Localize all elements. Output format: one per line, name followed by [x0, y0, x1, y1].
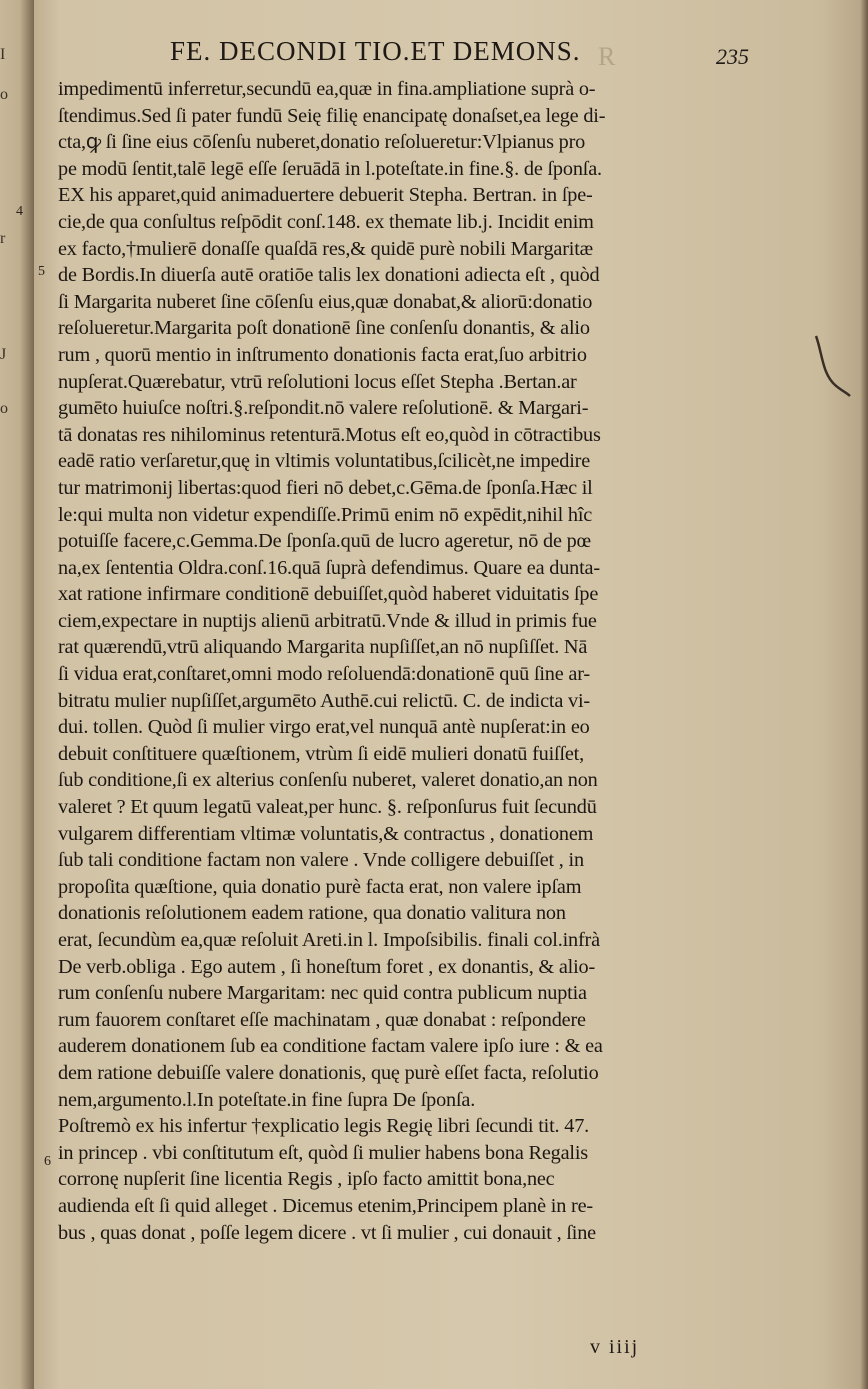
text-line: Poſtremò ex his infertur †explicatio legis Regię libri ſecundi tit. 47. [58, 1115, 590, 1138]
text-line: gumēto huiuſce noſtri.§.reſpondit.nō valere reſolutionē. & Margari- [58, 397, 589, 420]
text-line: erat, ſecundùm ea,quæ reſoluit Areti.in l. Impoſsibilis. finali col.infrà [58, 929, 600, 951]
text-line: ſtendimus.Sed ſi pater fundū Seię filię enancipatę donaſset,ea lege di- [58, 104, 606, 127]
page-tear-mark [812, 332, 852, 402]
text-line: na,ex ſententia Oldra.conſ.16.quā ſuprà defendimus. Quare ea dunta- [58, 556, 600, 579]
text-line: tur matrimonij libertas:quod fieri nō debet,c.Gēma.de ſponſa.Hæc il [58, 476, 593, 499]
text-line: rum conſenſu nubere Margaritam: nec quid contra publicum nuptia [58, 982, 587, 1005]
text-line: pe modū ſentit,talē legē eſſe ſeruādā in l.poteſtate.in fine.§. de ſponſa. [58, 157, 602, 180]
facing-page-mark: o [0, 400, 8, 417]
text-line: nem,argumento.l.In poteſtate.in fine ſupra De ſponſa. [58, 1088, 476, 1111]
text-line: in princep . vbi conſtitutum eſt, quòd ſi mulier habens bona Regalis [58, 1141, 588, 1164]
facing-page-mark: o [0, 86, 8, 103]
text-line: vulgarem differentiam vltimæ voluntatis,& contractus , donationem [58, 822, 594, 845]
text-line: dem ratione debuiſſe valere donationis, quę purè eſſet facta, reſolutio [58, 1061, 599, 1084]
text-line: valeret ? Et quum legatū valeat,per hunc. §. reſponſurus fuit ſecundū [58, 796, 597, 819]
text-line: propoſita quæſtione, quia donatio purè facta erat, non valere ipſam [58, 875, 582, 898]
margin-number: 5 [38, 264, 45, 279]
text-line: impedimentū inferretur,secundū ea,quæ in fina.ampliatione suprà o- [58, 78, 596, 100]
text-line: eadē ratio verſaretur,quę in vltimis voluntatibus,ſcilicèt,ne impedire [58, 450, 591, 473]
margin-number: 4 [16, 204, 23, 219]
text-line: tā donatas res nihilominus retenturā.Motus eſt eo,quòd in cōtractibus [58, 423, 601, 446]
text-line: audienda eſt ſi quid alleget . Dicemus etenim,Principem planè in re- [58, 1194, 593, 1217]
text-line: reſolueretur.Margarita poſt donationē ſine conſenſu donantis, & alio [58, 317, 590, 340]
running-title: FE. DECONDI TIO.ET DEMONS. [170, 36, 581, 66]
text-line: xat ratione infirmare conditionē debuiſſet,quòd haberet viduitatis ſpe [58, 583, 599, 606]
margin-number: 6 [44, 1154, 51, 1169]
text-line: bus , quas donat , poſſe legem dicere . vt ſi mulier , cui donauit , ſine [58, 1221, 596, 1244]
facing-page-mark: I [0, 46, 6, 63]
text-line: ſub conditione,ſi ex alterius conſenſu nuberet, valeret donatio,an non [58, 769, 598, 792]
text-line: bitratu mulier nupſiſſet,argumēto Authē.cui relictū. C. de indicta vi- [58, 689, 590, 712]
facing-page-mark: J [0, 346, 7, 363]
text-line: ſi Margarita nuberet ſine cōſenſu eius,quæ donabat,& aliorū:donatio [58, 290, 593, 313]
text-line: cta,ꝙ ſi ſine eius cōſenſu nuberet,donatio reſolueretur:Vlpianus pro [58, 131, 586, 154]
text-line: ciem,expectare in nuptijs alienū arbitratū.Vnde & illud in primis fue [58, 609, 597, 632]
text-body [58, 76, 710, 1273]
text-line: ſub tali conditione factam non valere . Vnde colligere debuiſſet , in [58, 849, 584, 872]
text-line: de Bordis.In diuerſa autē oratiōe talis lex donationi adiecta eſt , quòd [58, 264, 600, 287]
text-line: rum , quorū mentio in inſtrumento donationis facta erat,ſuo arbitrio [58, 343, 587, 366]
text-line: cie,de qua conſultus reſpōdit conſ.148. ex themate lib.j. Incidit enim [58, 210, 594, 233]
text-line: nupſerat.Quærebatur, vtrū reſolutioni locus eſſet Stepha .Bertan.ar [58, 370, 577, 393]
text-line: ſi vidua erat,conſtaret,omni modo reſoluendā:donationē quū ſine ar- [58, 663, 590, 686]
text-line: ex facto,†mulierē donaſſe quaſdā res,& quidē purè nobili Margaritæ [58, 237, 593, 260]
text-line [58, 1246, 710, 1273]
text-line: rat quærendū,vtrū aliquando Margarita nupſiſſet,an nō nupſiſſet. Nā [58, 636, 588, 659]
facing-page-mark: r [0, 230, 6, 247]
text-line: rum fauorem conſtaret eſſe machinatam , quæ donabat : reſpondere [58, 1008, 586, 1031]
text-line: auderem donationem ſub ea conditione factam valere ipſo iure : & ea [58, 1035, 603, 1058]
text-line: corronę nupſerit ſine licentia Regis , ipſo facto amittit bona,nec [58, 1168, 555, 1191]
text-line: potuiſſe facere,c.Gemma.De ſponſa.quū de lucro ageretur, nō de pœ [58, 530, 591, 553]
signature-mark: v iiij [590, 1336, 640, 1358]
text-line: EX his apparet,quid animaduertere debuerit Stepha. Bertran. in ſpe- [58, 184, 593, 207]
text-line: De verb.obliga . Ego autem , ſi honeſtum foret , ex donantis, & alio- [58, 955, 596, 978]
text-line: debuit conſtituere quæſtionem, vtrùm ſi eidē mulieri donatū fuiſſet, [58, 742, 584, 765]
text-line: dui. tollen. Quòd ſi mulier virgo erat,vel nunquā antè nupſerat:in eo [58, 716, 590, 739]
page-number: 235 [716, 44, 749, 69]
text-line: le:qui multa non videtur expendiſſe.Primū enim nō expēdit,nihil hîc [58, 503, 593, 526]
text-line: donationis reſolutionem eadem ratione, qua donatio valitura non [58, 902, 566, 925]
show-through-text: R [598, 42, 617, 71]
